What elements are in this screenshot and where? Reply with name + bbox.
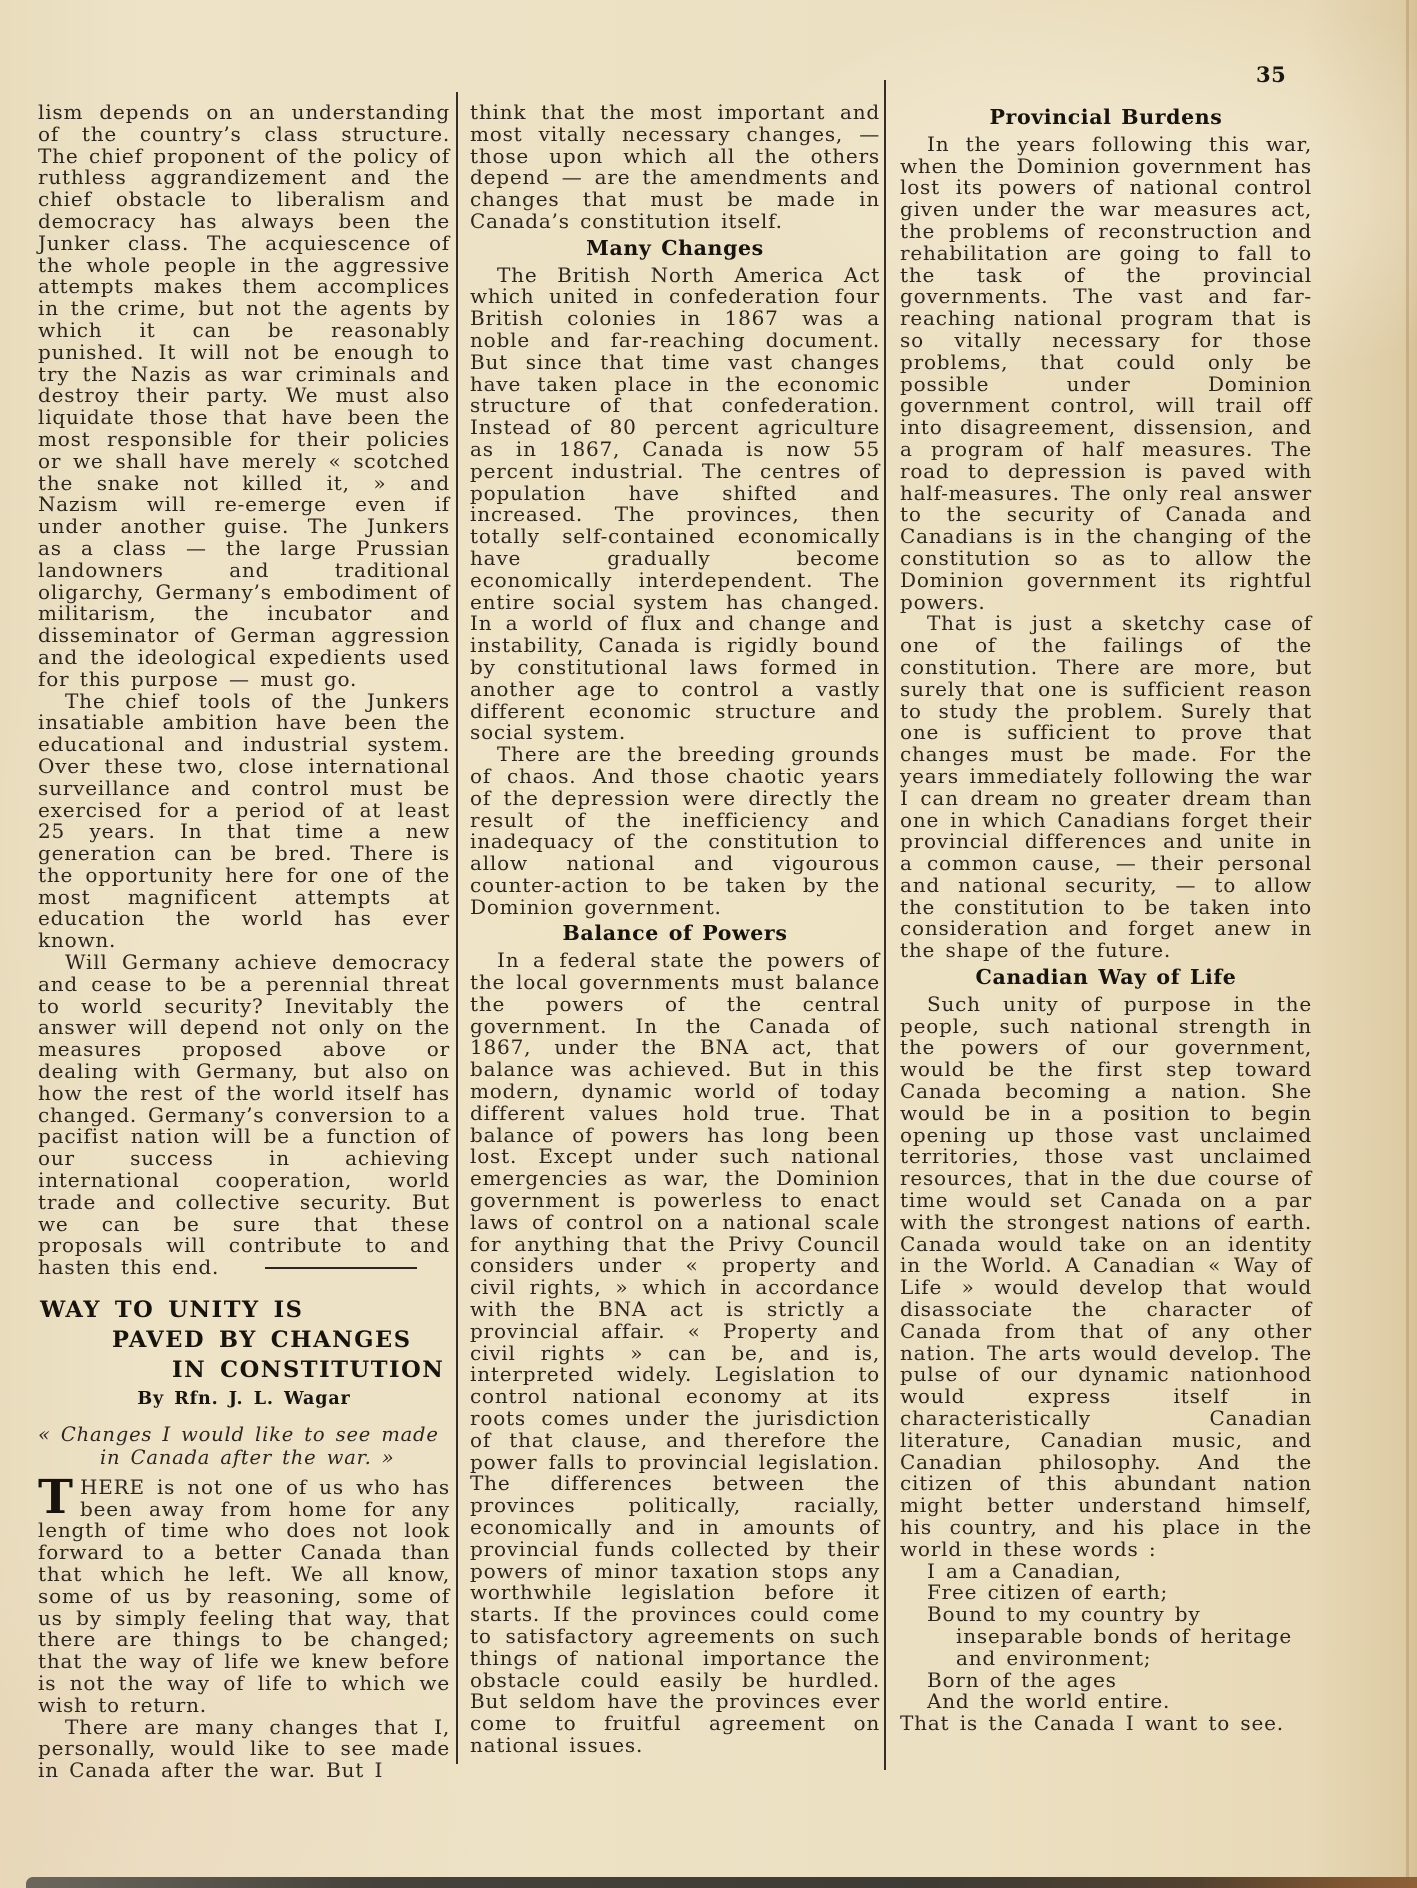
body-paragraph: Will Germany achieve democracy and cease to be a perennial threat to world security? Inevitably the answer will depend not only on the measures proposed above or dealing with Germany, but also on how the rest of the world itself has changed. Germany’s conversion to a pacifist nation will be a function of our success in achieving international cooperation, world trade and collective security. But we can be sure that these proposals will contribute to and hasten this end. [38, 950, 450, 1280]
article-title-line: WAY TO UNITY IS [40, 1297, 304, 1324]
poem-line: Bound to my country by inseparable bonds of heritage and environment; [927, 1602, 1293, 1670]
column-divider-rule-2 [884, 80, 886, 1770]
body-paragraph: The chief tools of the Junkers insatiable ambition have been the educational and industrial system. Over these two, close international surveillance and control must be exercised for a period of at least 25 years. In that time a new generation can be bred. There is the opportunity here for one of the most magnificent attempts at education the world has ever known. [38, 688, 450, 953]
end-divider-rule [265, 1267, 417, 1269]
body-paragraph: Such unity of purpose in the people, such national strength in the powers of our government, would be the first step toward Canada becoming a nation. She would be in a position to begin opening up those vast unclaimed territories, those vast unclaimed resources, that in the due course of time would set Canada on a par with the strongest nations of earth. Canada would take on an identity in the World. A Canadian « Way of Life » would develop that would disassociate the character of Canada from that of any other nation. The arts would develop. The pulse of our dynamic nationhood would express itself in characteristically Canadian literature, Canadian music, and Canadian philosophy. And the citizen of this abundant nation might better understand himself, his country, and his place in the world in these words : [900, 991, 1312, 1561]
body-paragraph: There are many changes that I, personally, would like to see made in Canada after the war. But I [38, 1714, 450, 1783]
section-heading: Many Changes [586, 235, 764, 260]
poem-line: I am a Canadian, [927, 1558, 1122, 1583]
section-heading: Provincial Burdens [989, 105, 1223, 129]
poem-line: Born of the ages [927, 1667, 1117, 1692]
article-title [38, 1295, 450, 1385]
poem-line: Free citizen of earth; [927, 1580, 1169, 1605]
body-paragraph: The British North America Act which united in confederation four British colonies in 1867 was a noble and far-reaching document. But since that time vast changes have taken place in the economic structure of that confederation. Instead of 80 percent agriculture as in 1867, Canada is now 55 percent industrial. The centres of population have shifted and increased. The provinces, then totally self-contained economically have gradually become economically interdependent. The entire social system has changed. In a world of flux and change and instability, Canada is rigidly bound by constitutional laws formed in another age to control a vastly different economic structure and social system. [470, 262, 880, 745]
epigraph-line: « Changes I would like to see made [38, 1422, 439, 1446]
body-paragraph: That is just a sketchy case of one of the failings of the constitution. There are more, but surely that one is sufficient reason to study the problem. Surely that one is sufficient to prove that changes must be made. For the years immediately following the war I can dream no greater dream than one in which Canadians forget their provincial differences and unite in a common cause, — their personal and national security, — to allow the constitution to be taken into consideration and forget anew in the shape of the future. [900, 611, 1312, 963]
article-title-line: IN CONSTITUTION [172, 1357, 445, 1384]
body-paragraph: lism depends on an understanding of the country’s class structure. The chief proponent of the policy of ruthless aggrandizement and the chief obstacle to liberalism and democracy has always been the Junker class. The acquiescence of the whole people in the aggressive attempts makes them accomplices in the crime, but not the agents by which it can be reasonably punished. It will not be enough to try the Nazis as war criminals and destroy their party. We must also liquidate those that have been the most responsible for their policies or we shall have merely « scotched the snake not killed it, » and Nazism will re-emerge even if under another guise. The Junkers as a class — the large Prussian landowners and traditional oligarchy, Germany’s embodiment of militarism, the incubator and disseminator of German aggression and the ideological expedients used for this purpose — must go. [38, 100, 450, 691]
column-center [470, 102, 880, 1757]
scan-bottom-strip [26, 1877, 1417, 1888]
body-paragraph: think that the most important and most vitally necessary changes, — those upon which all the others depend — are the amendments and changes that must be made in Canada’s constitution itself. [470, 100, 880, 233]
article-title-line: PAVED BY CHANGES [112, 1327, 412, 1354]
poem-line: That is the Canada I want to see. [900, 1711, 1284, 1736]
poem [900, 1558, 1312, 1736]
page-number: 35 [1256, 62, 1287, 87]
column-divider-rule-1 [456, 92, 458, 1764]
article-epigraph [38, 1423, 450, 1469]
body-paragraph: There are the breeding grounds of chaos. And those chaotic years of the depression were directly the result of the inefficiency and inadequacy of the constitution to allow national and vigourous counter-action to be taken by the Dominion government. [470, 742, 880, 919]
page-edge-shadow [1406, 0, 1409, 1888]
drop-cap: T [38, 1469, 73, 1525]
column-left [38, 102, 450, 1782]
body-paragraph: In the years following this war, when the Dominion government has lost its powers of national control given under the war measures act, the problems of reconstruction and rehabilitation are going to fall to the task of the provincial governments. The vast and far-reaching national program that is so vitally necessary for those problems, that could only be possible under Dominion government control, will trail off into disagreement, dissension, and a program of half measures. The road to depression is paved with half-measures. The only real answer to the security of Canada and Canadians is in the changing of the constitution so as to allow the Dominion government its rightful powers. [900, 131, 1312, 614]
column-right [900, 102, 1312, 1735]
poem-line: And the world entire. [927, 1689, 1171, 1714]
body-paragraph: In a federal state the powers of the local governments must balance the powers of the central government. In the Canada of 1867, under the BNA act, that balance was achieved. But in this modern, dynamic world of today different values hold true. That balance of powers has long been lost. Except under such national emergencies as war, the Dominion government is powerless to enact laws of control on a national scale for anything that the Privy Council considers under « property and civil rights, » which in accordance with the BNA act is strictly a provincial affair. « Property and civil rights » can be, and is, interpreted widely. Legislation to control national economy at its roots comes under the jurisdiction of that clause, and therefore the power falls to provincial legislation. The differences between the provinces politically, racially, economically and in amounts of provincial funds collected by their powers of minor taxation stops any worthwhile legislation before it starts. If the provinces could come to satisfactory agreements on such things of national importance the obstacle could easily be hurdled. But seldom have the provinces ever come to fruitful agreement on national issues. [470, 948, 880, 1757]
dropcap-paragraph: THERE is not one of us who has been away from home for any length of time who does not look forward to a better Canada than that which he left. We all know, some of us by reasoning, some of us by simply feeling that way, that there are things to be changed; that the way of life we knew before is not the way of life to which we wish to return. [38, 1469, 450, 1717]
section-heading: Balance of Powers [562, 921, 788, 946]
epigraph-line: in Canada after the war. » [100, 1445, 395, 1469]
section-heading: Canadian Way of Life [975, 965, 1237, 990]
article-byline: By Rfn. J. L. Wagar [137, 1389, 351, 1410]
